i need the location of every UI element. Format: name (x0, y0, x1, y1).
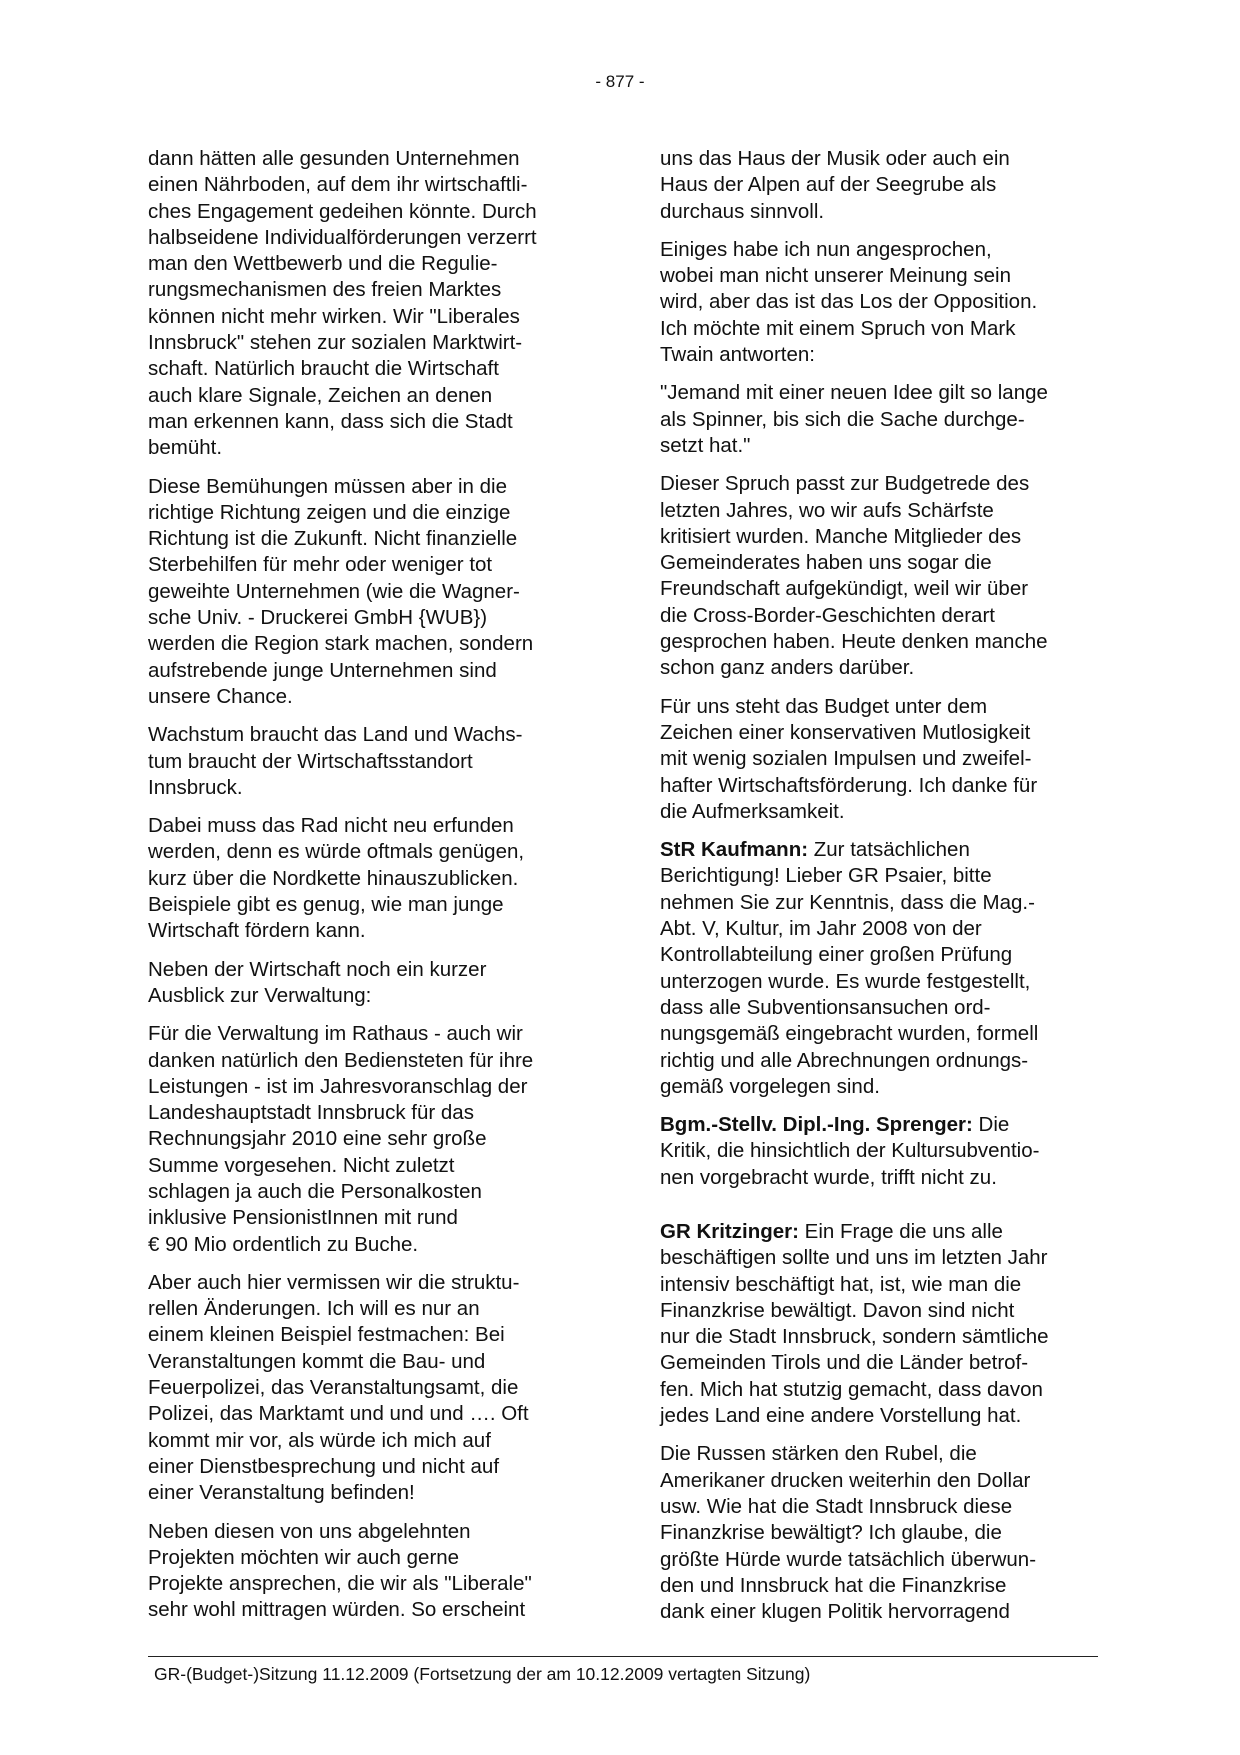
speech-text: Die Kritik, die hinsichtlich der Kultursubventio- nen vorgebracht wurde, trifft nicht zu. (660, 1113, 1040, 1189)
speech-kaufmann (660, 837, 1100, 1100)
paragraph: dann hätten alle gesunden Unternehmen einen Nährboden, auf dem ihr wirtschaftli- ches Engagement gedeihen könnte. Durch halbseidene Individualförderungen verzerrt man den Wettbewerb und die Regulie- rungsmechanismen des freien Marktes können nicht mehr wirken. Wir "Liberales Innsbruck" stehen zur sozialen Marktwirt- schaft. Natürlich braucht die Wirtschaft auch klare Signale, Zeichen an denen man erkennen kann, dass sich die Stadt bemüht. (148, 147, 537, 460)
footer-session-info: GR-(Budget-)Sitzung 11.12.2009 (Fortsetzung der am 10.12.2009 vertagten Sitzung) (154, 1664, 811, 1684)
speaker-name: Bgm.-Stellv. Dipl.-Ing. Sprenger: (660, 1113, 973, 1137)
right-column (660, 146, 1100, 1637)
paragraph: Wachstum braucht das Land und Wachs- tum braucht der Wirtschaftsstandort Innsbruck. (148, 723, 523, 799)
footer-divider (148, 1656, 1098, 1657)
speech-text: Ein Frage die uns alle beschäftigen sollte und uns im letzten Jahr intensiv beschäftigt hat, ist, wie man die Finanzkrise bewältigt. Davon sind nicht nur die Stadt Innsbruck, sondern sämtliche Gemeinden Tirols und die Länder betrof- fen. Mich hat stutzig gemacht, dass davon jedes Land eine andere Vorstellung hat. (660, 1219, 1049, 1428)
paragraph: Dabei muss das Rad nicht neu erfunden werden, denn es würde oftmals genügen, kurz über die Nordkette hinauszublicken. Beispiele gibt es genug, wie man junge Wirtschaft fördern kann. (148, 814, 525, 943)
paragraph: Diese Bemühungen müssen aber in die richtige Richtung zeigen und die einzige Richtung ist die Zukunft. Nicht finanzielle Sterbehilfen für mehr oder weniger tot geweihte Unternehmen (wie die Wagner- sche Univ. - Druckerei GmbH {WUB}) werden die Region stark machen, sondern aufstrebende junge Unternehmen sind unsere Chance. (148, 474, 534, 708)
paragraph: uns das Haus der Musik oder auch ein Haus der Alpen auf der Seegrube als durchaus sinnvoll. (660, 147, 1010, 223)
paragraph: Die Russen stärken den Rubel, die Amerikaner drucken weiterhin den Dollar usw. Wie hat die Stadt Innsbruck diese Finanzkrise bewältigt? Ich glaube, die größte Hürde wurde tatsächlich überwun- den und Innsbruck hat die Finanzkrise dank einer klugen Politik hervorragend (660, 1442, 1037, 1624)
speech-sprenger (660, 1112, 1100, 1191)
paragraph: Neben diesen von uns abgelehnten Projekten möchten wir auch gerne Projekte ansprechen, die wir als "Liberale" sehr wohl mittragen würden. So erscheint (148, 1519, 532, 1622)
paragraph: Für die Verwaltung im Rathaus - auch wir danken natürlich den Bediensteten für ihre Leistungen - ist im Jahresvoranschlag der Landeshauptstadt Innsbruck für das Rechnungsjahr 2010 eine sehr große Summe vorgesehen. Nicht zuletzt schlagen ja auch die Personalkosten inklusive PensionistInnen mit rund € 90 Mio ordentlich zu Buche. (148, 1022, 534, 1256)
paragraph: Einiges habe ich nun angesprochen, wobei man nicht unserer Meinung sein wird, aber das ist das Los der Opposition. Ich möchte mit einem Spruch von Mark Twain antworten: (660, 237, 1038, 367)
page-number: - 877 - (595, 72, 645, 91)
paragraph: Dieser Spruch passt zur Budgetrede des letzten Jahres, wo wir aufs Schärfste kritisiert wurden. Manche Mitglieder des Gemeinderates haben uns sogar die Freundschaft aufgekündigt, weil wir über die Cross-Border-Geschichten derart gesprochen haben. Heute denken manche schon ganz anders darüber. (660, 472, 1048, 680)
mark-twain-quote: "Jemand mit einer neuen Idee gilt so lange als Spinner, bis sich die Sache durchge- setzt hat." (660, 381, 1048, 457)
speech-kritzinger (660, 1219, 1100, 1429)
paragraph: Aber auch hier vermissen wir die struktu- rellen Änderungen. Ich will es nur an einem kleinen Beispiel festmachen: Bei Veranstaltungen kommt die Bau- und Feuerpolizei, das Veranstaltungsamt, die Polizei, das Marktamt und und und …. Oft kommt mir vor, als würde ich mich auf einer Dienstbesprechung und nicht auf einer Veranstaltung befinden! (148, 1270, 529, 1505)
paragraph: Für uns steht das Budget unter dem Zeichen einer konservativen Mutlosigkeit mit wenig sozialen Impulsen und zweifel- hafter Wirtschaftsförderung. Ich danke für die Aufmerksamkeit. (660, 694, 1038, 823)
speaker-name: GR Kritzinger: (660, 1219, 799, 1243)
speaker-name: StR Kaufmann: (660, 838, 809, 862)
left-column (148, 146, 588, 1636)
speech-text: Zur tatsächlichen Berichtigung! Lieber GR Psaier, bitte nehmen Sie zur Kenntnis, dass die Mag.- Abt. V, Kultur, im Jahr 2008 von der Kontrollabteilung einer großen Prüfung unterzogen wurde. Es wurde festgestellt, dass alle Subventionsansuchen ord- nungsgemäß eingebracht wurden, formell richtig und alle Abrechnungen ordnungs- gemäß vorgelegen sind. (660, 838, 1039, 1098)
paragraph: Neben der Wirtschaft noch ein kurzer Ausblick zur Verwaltung: (148, 957, 487, 1007)
